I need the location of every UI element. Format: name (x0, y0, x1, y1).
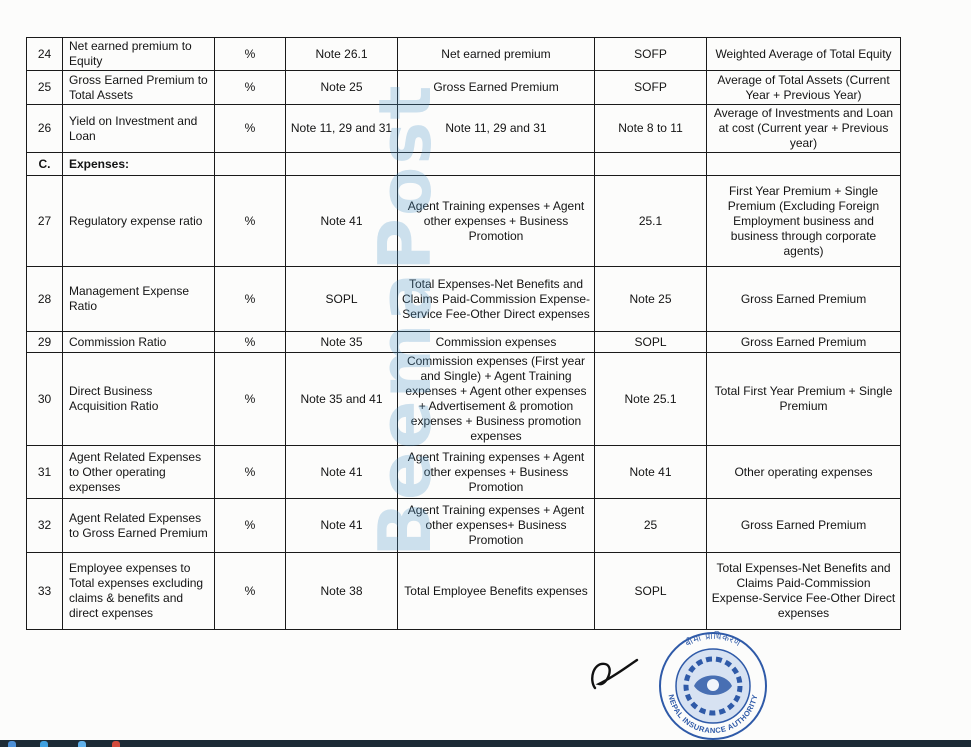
denominator-cell: Total Expenses-Net Benefits and Claims Paid-Commission Expense-Service Fee-Other Direct expenses (707, 553, 901, 630)
ratio-name-cell: Regulatory expense ratio (63, 176, 215, 267)
numerator-source-cell: 25 (595, 499, 707, 553)
ratio-name-cell: Agent Related Expenses to Gross Earned Premium (63, 499, 215, 553)
unit-cell: % (215, 553, 286, 630)
ratio-name-cell: Employee expenses to Total expenses excluding claims & benefits and direct expenses (63, 553, 215, 630)
denominator-cell: Gross Earned Premium (707, 499, 901, 553)
source-cell: Note 25 (286, 71, 398, 105)
signature-mark (585, 650, 645, 695)
numerator-cell: Total Expenses-Net Benefits and Claims Paid-Commission Expense-Service Fee-Other Direct expenses (398, 267, 595, 332)
source-cell: SOPL (286, 267, 398, 332)
denominator-cell: Gross Earned Premium (707, 332, 901, 353)
denominator-cell: First Year Premium + Single Premium (Excluding Foreign Employment business and business through corporate agents) (707, 176, 901, 267)
ratio-name-cell: Net earned premium to Equity (63, 38, 215, 71)
ratio-name-cell: Management Expense Ratio (63, 267, 215, 332)
serial-cell: 24 (27, 38, 63, 71)
table-row (27, 267, 901, 332)
numerator-source-cell: SOPL (595, 332, 707, 353)
ratio-name-cell: Direct Business Acquisition Ratio (63, 353, 215, 446)
denominator-cell: Weighted Average of Total Equity (707, 38, 901, 71)
taskbar-start-icon[interactable] (8, 741, 16, 747)
numerator-source-cell: Note 25.1 (595, 353, 707, 446)
serial-cell: 28 (27, 267, 63, 332)
serial-cell: 26 (27, 105, 63, 153)
numerator-source-cell: SOFP (595, 38, 707, 71)
table-row (27, 499, 901, 553)
numerator-cell: Gross Earned Premium (398, 71, 595, 105)
unit-cell: % (215, 71, 286, 105)
empty-cell (707, 153, 901, 176)
numerator-cell: Commission expenses (First year and Single) + Agent Training expenses + Agent other expenses + Advertisement & promotion expenses + Business promotion expenses (398, 353, 595, 446)
empty-cell (215, 153, 286, 176)
empty-cell (398, 153, 595, 176)
source-cell: Note 41 (286, 446, 398, 499)
ratio-name-cell: Commission Ratio (63, 332, 215, 353)
source-cell: Note 41 (286, 176, 398, 267)
numerator-source-cell: Note 8 to 11 (595, 105, 707, 153)
taskbar (0, 740, 971, 747)
unit-cell: % (215, 38, 286, 71)
seal-bottom-text: NEPAL INSURANCE AUTHORITY (666, 693, 760, 736)
numerator-source-cell: Note 25 (595, 267, 707, 332)
numerator-cell: Net earned premium (398, 38, 595, 71)
svg-text:बीमा प्राधिकरण (683, 630, 742, 649)
numerator-cell: Note 11, 29 and 31 (398, 105, 595, 153)
unit-cell: % (215, 332, 286, 353)
unit-cell: % (215, 176, 286, 267)
source-cell: Note 35 (286, 332, 398, 353)
ratio-table (26, 37, 901, 630)
source-cell: Note 26.1 (286, 38, 398, 71)
watermark-text: BeemaPost (363, 83, 447, 557)
serial-cell: 30 (27, 353, 63, 446)
seal-emblem (652, 628, 774, 740)
numerator-source-cell: SOPL (595, 553, 707, 630)
section-label: C. (27, 153, 63, 176)
seal-top-text: बीमा प्राधिकरण (683, 631, 743, 650)
numerator-cell: Total Employee Benefits expenses (398, 553, 595, 630)
table-row (27, 353, 901, 446)
ratio-name-cell: Yield on Investment and Loan (63, 105, 215, 153)
denominator-cell: Average of Investments and Loan at cost (Current year + Previous year) (707, 105, 901, 153)
section-title: Expenses: (63, 153, 215, 176)
source-cell: Note 35 and 41 (286, 353, 398, 446)
unit-cell: % (215, 499, 286, 553)
numerator-cell: Agent Training expenses + Agent other expenses + Business Promotion (398, 176, 595, 267)
unit-cell: % (215, 267, 286, 332)
ratio-name-cell: Gross Earned Premium to Total Assets (63, 71, 215, 105)
denominator-cell: Other operating expenses (707, 446, 901, 499)
numerator-cell: Agent Training expenses + Agent other expenses + Business Promotion (398, 446, 595, 499)
taskbar-app-icon[interactable] (78, 741, 86, 747)
source-cell: Note 41 (286, 499, 398, 553)
taskbar-app-icon[interactable] (112, 741, 120, 747)
numerator-source-cell: Note 41 (595, 446, 707, 499)
numerator-cell: Commission expenses (398, 332, 595, 353)
serial-cell: 25 (27, 71, 63, 105)
unit-cell: % (215, 105, 286, 153)
table-row (27, 38, 901, 71)
serial-cell: 29 (27, 332, 63, 353)
numerator-cell: Agent Training expenses + Agent other expenses+ Business Promotion (398, 499, 595, 553)
table-row (27, 71, 901, 105)
table-row (27, 332, 901, 353)
table-row (27, 446, 901, 499)
numerator-source-cell: SOFP (595, 71, 707, 105)
serial-cell: 32 (27, 499, 63, 553)
serial-cell: 31 (27, 446, 63, 499)
empty-cell (595, 153, 707, 176)
section-header-row (27, 153, 901, 176)
numerator-source-cell: 25.1 (595, 176, 707, 267)
table-row (27, 105, 901, 153)
table-row (27, 553, 901, 630)
table-row (27, 176, 901, 267)
denominator-cell: Average of Total Assets (Current Year + Previous Year) (707, 71, 901, 105)
taskbar-app-icon[interactable] (40, 741, 48, 747)
serial-cell: 27 (27, 176, 63, 267)
unit-cell: % (215, 353, 286, 446)
unit-cell: % (215, 446, 286, 499)
ratio-name-cell: Agent Related Expenses to Other operating expenses (63, 446, 215, 499)
source-cell: Note 38 (286, 553, 398, 630)
source-cell: Note 11, 29 and 31 (286, 105, 398, 153)
denominator-cell: Gross Earned Premium (707, 267, 901, 332)
serial-cell: 33 (27, 553, 63, 630)
denominator-cell: Total First Year Premium + Single Premium (707, 353, 901, 446)
empty-cell (286, 153, 398, 176)
